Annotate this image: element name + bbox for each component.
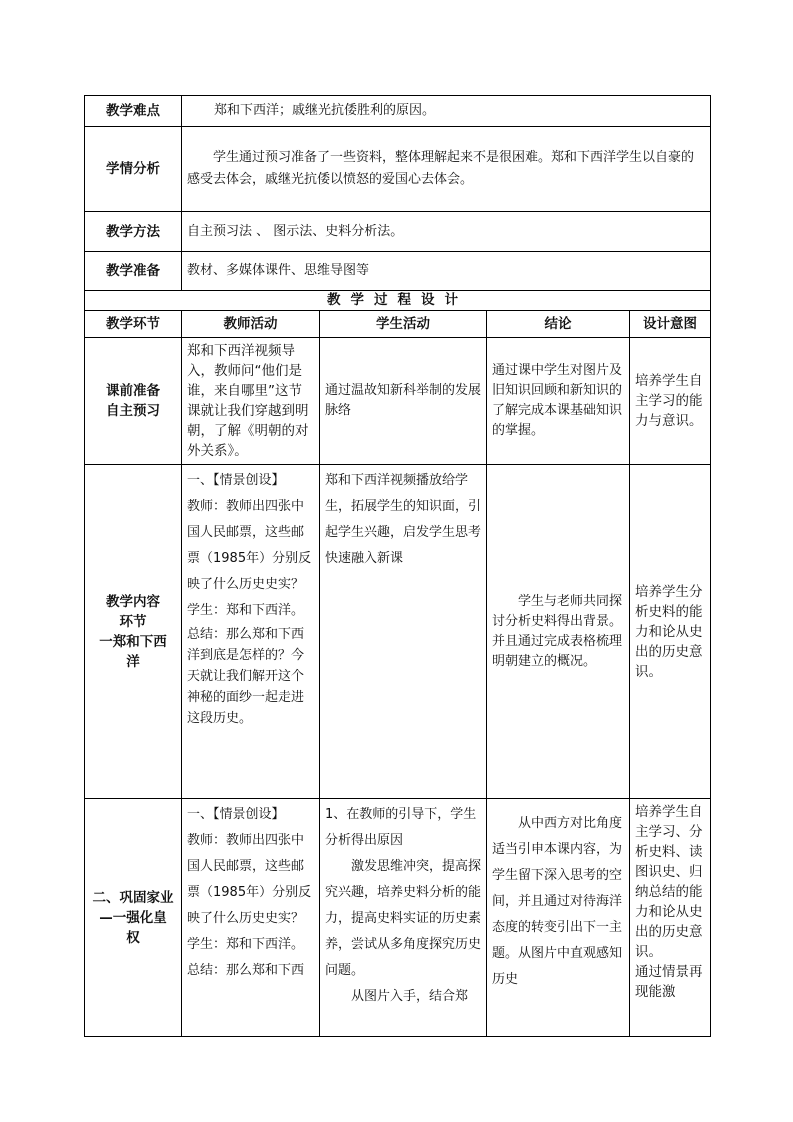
col-header-intent: 设计意图 (630, 311, 711, 338)
teacher-text: 教师：教师出四张中国人民邮票，这些邮票（1985年）分别反映了什么历史史实？ (187, 499, 312, 592)
intent-text: 培养学生自主学习的能力与意识。 (635, 373, 703, 429)
intent-cell (630, 338, 711, 465)
teacher-text: 郑和下西洋视频导入，教师问“他们是谁，来自哪里”这节课就让我们穿越到明朝，了解《明朝的对外关系》。 (187, 343, 309, 459)
col-header-conclusion: 结论 (487, 311, 630, 338)
difficulty-label: 教学难点 (85, 96, 182, 127)
teacher-cell (182, 465, 320, 799)
teacher-text: 一、【情景创设】 (187, 473, 285, 488)
table-row (85, 799, 711, 1037)
col-header-teacher: 教师活动 (182, 311, 320, 338)
stage-cell: 教学内容 环节 一郑和下西 洋 (85, 465, 182, 799)
teacher-cell (182, 799, 320, 1037)
process-title: 教学过程设计 (85, 291, 711, 311)
student-text: 通过温故知新科举制的发展脉络 (325, 383, 482, 418)
difficulty-text: 郑和下西洋；戚继光抗倭胜利的原因。 (182, 96, 711, 127)
conclusion-cell (487, 799, 630, 1037)
teacher-text: 总结：那么郑和下西 (187, 963, 305, 978)
stage-cell: 二、巩固家业 —一强化皇 权 (85, 799, 182, 1037)
conclusion-cell (487, 338, 630, 465)
intent-text: 通过情景再现能激 (635, 964, 703, 1000)
student-cell (320, 799, 487, 1037)
teacher-text: 学生：郑和下西洋。 (187, 603, 305, 618)
col-header-stage: 教学环节 (85, 311, 182, 338)
student-text: 郑和下西洋视频播放给学生，拓展学生的知识面，引起学生兴趣，启发学生思考快速融入新课 (325, 473, 482, 566)
student-text: 1、在教师的引导下，学生分析得出原因 (325, 807, 477, 848)
conclusion-text: 学生与老师共同探讨分析史料得出背景。并且通过完成表格梳理明朝建立的概况。 (492, 593, 623, 669)
intent-text: 培养学生分析史料的能力和论从史出的历史意识。 (635, 583, 703, 680)
analysis-text: 学生通过预习准备了一些资料，整体理解起来不是很困难。郑和下西洋学生以自豪的感受去体会，戚继光抗倭以愤怒的爱国心去体会。 (182, 127, 711, 212)
intent-cell (630, 465, 711, 799)
method-text: 自主预习法 、 图示法、史料分析法。 (182, 212, 711, 252)
col-header-student: 学生活动 (320, 311, 487, 338)
table-row (85, 338, 711, 465)
conclusion-text: 从中西方对比角度适当引申本课内容，为学生留下深入思考的空间，并且通过对待海洋态度的转变引出下一主题。从图片中直观感知历史 (492, 816, 623, 987)
teacher-text: 总结：那么郑和下西洋到底是怎样的？今天就让我们解开这个神秘的面纱一起走进这段历史。 (187, 627, 305, 726)
student-text: 从图片入手，结合郑 (351, 989, 469, 1004)
intent-cell (630, 799, 711, 1037)
teacher-text: 一、【情景创设】 (187, 807, 285, 822)
method-label: 教学方法 (85, 212, 182, 252)
student-cell (320, 338, 487, 465)
teacher-text: 教师：教师出四张中国人民邮票，这些邮票（1985年）分别反映了什么历史史实？ (187, 833, 312, 926)
student-cell (320, 465, 487, 799)
teacher-text: 学生：郑和下西洋。 (187, 937, 305, 952)
analysis-label: 学情分析 (85, 127, 182, 212)
conclusion-text: 通过课中学生对图片及旧知识回顾和新知识的了解完成本课基础知识的掌握。 (492, 363, 623, 438)
prep-label: 教学准备 (85, 252, 182, 291)
prep-text: 教材、多媒体课件、思维导图等 (182, 252, 711, 291)
stage-cell: 课前准备 自主预习 (85, 338, 182, 465)
lesson-plan-table (84, 95, 711, 1037)
teacher-cell (182, 338, 320, 465)
conclusion-cell (487, 465, 630, 799)
intent-text: 培养学生自主学习、分析史料、读图识史、归纳总结的能力和论从史出的历史意识。 (635, 804, 703, 960)
student-text: 激发思维冲突，提高探究兴趣，培养史料分析的能力，提高史料实证的历史素养，尝试从多角度探究历史问题。 (325, 859, 482, 978)
table-row (85, 465, 711, 799)
